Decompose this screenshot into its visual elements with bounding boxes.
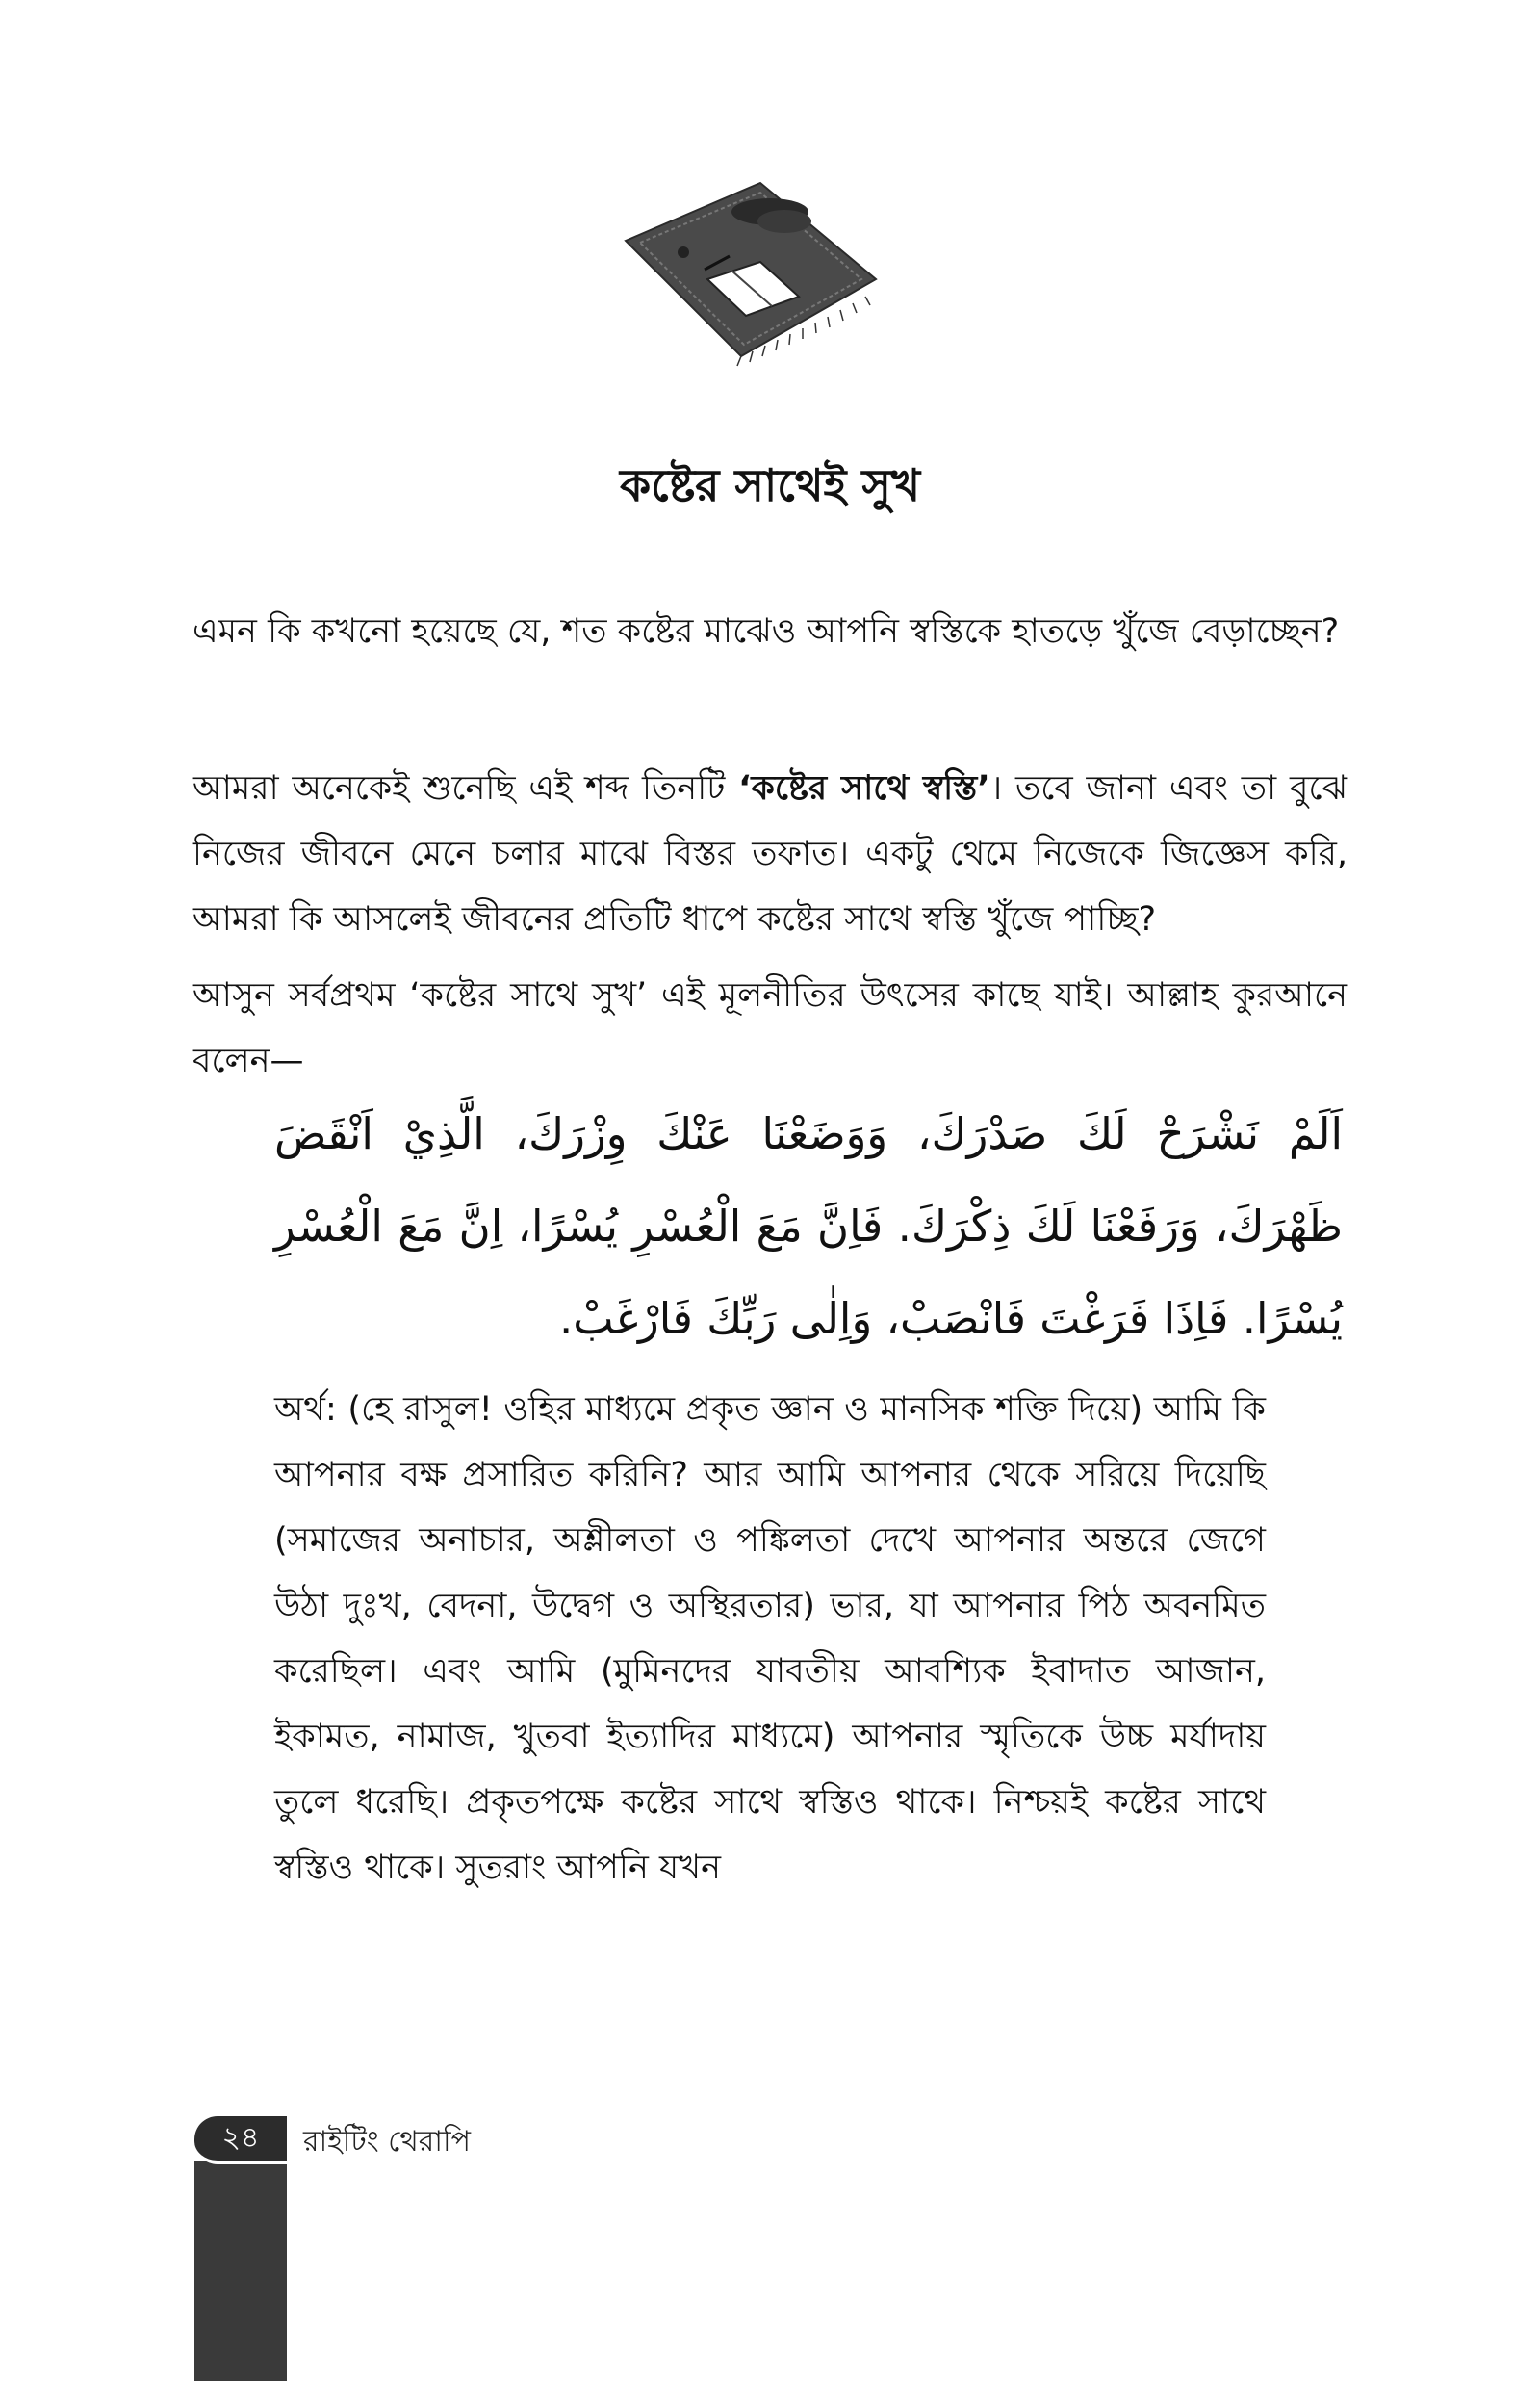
- footer-side-bar: [194, 2161, 287, 2381]
- paragraph-second: [192, 756, 1348, 952]
- running-title: রাইটিং থেরাপি: [303, 2125, 471, 2159]
- verse-meaning: অর্থ: (হে রাসুল! ওহির মাধ্যমে প্রকৃত জ্ঞান ও মানসিক শক্তি দিয়ে) আমি কি আপনার বক্ষ প্রসারিত করিনি? আর আমি আপনার থেকে সরিয়ে দিয়েছি (সমাজের অনাচার, অশ্লীলতা ও পঙ্কিলতা দেখে আপনার অন্তরে জেগে উঠা দুঃখ, বেদনা, উদ্বেগ ও অস্থিরতার) ভার, যা আপনার পিঠ অবনমিত করেছিল। এবং আমি (মুমিনদের যাবতীয় আবশ্যিক ইবাদাত আজান, ইকামত, নামাজ, খুতবা ইত্যাদির মাধ্যমে) আপনার স্মৃতিকে উচ্চ মর্যাদায় তুলে ধরেছি। প্রকৃতপক্ষে কষ্টের সাথে স্বস্তিও থাকে। নিশ্চয়ই কষ্টের সাথে স্বস্তিও থাকে। সুতরাং আপনি যখন: [274, 1390, 1266, 1887]
- paragraph-second-bold-phrase: ‘কষ্টের সাথে স্বস্তি’: [738, 769, 990, 808]
- paragraph-second-start: আমরা অনেকেই শুনেছি এই শব্দ তিনটি: [192, 769, 739, 808]
- paragraph-third: আসুন সর্বপ্রথম ‘কষ্টের সাথে সুখ’ এই মূলনীতির উৎসের কাছে যাই। আল্লাহ কুরআনে বলেন—: [192, 976, 1348, 1080]
- arabic-verse: اَلَمْ نَشْرَحْ لَكَ صَدْرَكَ، وَوَضَعْنَا عَنْكَ وِزْرَكَ، الَّذِيْ اَنْقَضَ ظَهْرَكَ، وَرَفَعْنَا لَكَ ذِكْرَكَ. فَاِنَّ مَعَ الْعُسْرِ يُسْرًا، اِنَّ مَعَ الْعُسْرِ يُسْرًا. فَاِذَا فَرَغْتَ فَانْصَبْ، وَاِلٰى رَبِّكَ فَارْغَبْ.: [274, 1108, 1343, 1344]
- paragraph-second-end: । তবে জানা এবং তা বুঝে নিজের জীবনে মেনে চলার মাঝে বিস্তর তফাত। একটু থেমে নিজেকে জিজ্ঞেস করি, আমরা কি আসলেই জীবনের প্রতিটি ধাপে কষ্টের সাথে স্বস্তি খুঁজে পাচ্ছি?: [192, 769, 1348, 939]
- paragraph-intro: এমন কি কখনো হয়েছে যে, শত কষ্টের মাঝেও আপনি স্বস্তিকে হাতড়ে খুঁজে বেড়াচ্ছেন?: [192, 612, 1340, 651]
- page-number: ২৪: [194, 2116, 287, 2164]
- page-title: কষ্টের সাথেই সুখ: [619, 459, 921, 511]
- prayer-mat-illustration: [616, 173, 886, 375]
